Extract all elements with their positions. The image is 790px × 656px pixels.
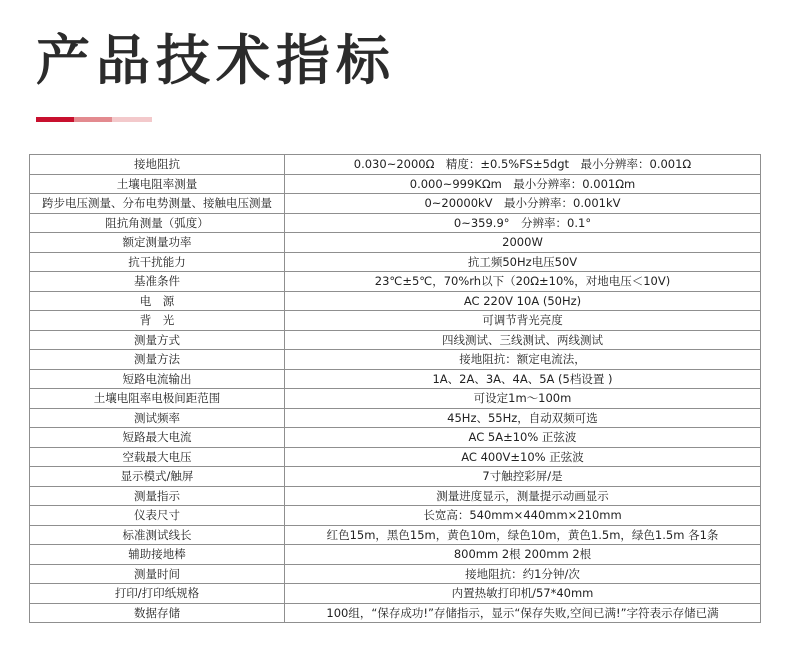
spec-label: 短路电流输出 xyxy=(30,369,285,389)
spec-label: 土壤电阻率测量 xyxy=(30,174,285,194)
spec-label: 跨步电压测量、分布电势测量、接触电压测量 xyxy=(30,194,285,214)
spec-label: 仪表尺寸 xyxy=(30,506,285,526)
spec-value: 100组，“保存成功!”存储指示，显示“保存失败,空间已满!”字符表示存储已满 xyxy=(285,603,761,623)
spec-label: 显示模式/触屏 xyxy=(30,467,285,487)
spec-value: 红色15m，黑色15m，黄色10m，绿色10m，黄色1.5m，绿色1.5m 各1条 xyxy=(285,525,761,545)
spec-row xyxy=(30,525,761,545)
spec-value: 45Hz、55Hz，自动双频可选 xyxy=(285,408,761,428)
spec-row xyxy=(30,584,761,604)
spec-value: 0.000~999KΩm 最小分辨率：0.001Ωm xyxy=(285,174,761,194)
spec-row xyxy=(30,506,761,526)
spec-label: 测量方式 xyxy=(30,330,285,350)
spec-value: 1A、2A、3A、4A、5A (5档设置 ) xyxy=(285,369,761,389)
spec-value: AC 5A±10% 正弦波 xyxy=(285,428,761,448)
spec-label: 测量时间 xyxy=(30,564,285,584)
spec-label: 阻抗角测量（弧度） xyxy=(30,213,285,233)
spec-row xyxy=(30,545,761,565)
spec-label: 接地阻抗 xyxy=(30,155,285,175)
spec-value: 0.030~2000Ω 精度：±0.5%FS±5dgt 最小分辨率：0.001Ω xyxy=(285,155,761,175)
spec-value: 长宽高：540mm×440mm×210mm xyxy=(285,506,761,526)
spec-value: AC 400V±10% 正弦波 xyxy=(285,447,761,467)
spec-label: 基准条件 xyxy=(30,272,285,292)
spec-row xyxy=(30,155,761,175)
page-title: 产品技术指标 xyxy=(36,29,396,92)
spec-row xyxy=(30,486,761,506)
spec-label: 额定测量功率 xyxy=(30,233,285,253)
spec-label: 短路最大电流 xyxy=(30,428,285,448)
spec-label: 测量指示 xyxy=(30,486,285,506)
spec-row xyxy=(30,408,761,428)
spec-value: 测量进度显示，测量提示动画显示 xyxy=(285,486,761,506)
spec-label: 测试频率 xyxy=(30,408,285,428)
spec-row xyxy=(30,389,761,409)
spec-row xyxy=(30,194,761,214)
spec-table-body xyxy=(30,155,761,623)
spec-row xyxy=(30,213,761,233)
spec-value: 2000W xyxy=(285,233,761,253)
spec-label: 背 光 xyxy=(30,311,285,331)
spec-label: 打印/打印纸规格 xyxy=(30,584,285,604)
spec-row xyxy=(30,252,761,272)
spec-value: 800mm 2根 200mm 2根 xyxy=(285,545,761,565)
spec-row xyxy=(30,428,761,448)
spec-row xyxy=(30,291,761,311)
spec-value: 7寸触控彩屏/是 xyxy=(285,467,761,487)
spec-value: 23℃±5℃，70%rh以下（20Ω±10%，对地电压＜10V) xyxy=(285,272,761,292)
title-accent-bar xyxy=(74,117,112,122)
spec-value: 内置热敏打印机/57*40mm xyxy=(285,584,761,604)
spec-label: 电 源 xyxy=(30,291,285,311)
spec-value: 接地阻抗：额定电流法， xyxy=(285,350,761,370)
spec-value: AC 220V 10A (50Hz) xyxy=(285,291,761,311)
spec-label: 标准测试线长 xyxy=(30,525,285,545)
spec-row xyxy=(30,174,761,194)
spec-row xyxy=(30,233,761,253)
spec-row xyxy=(30,564,761,584)
spec-value: 可调节背光亮度 xyxy=(285,311,761,331)
spec-value: 可设定1m～100m xyxy=(285,389,761,409)
spec-label: 空载最大电压 xyxy=(30,447,285,467)
title-accent-bar xyxy=(112,117,152,122)
spec-row xyxy=(30,272,761,292)
spec-value: 接地阻抗：约1分钟/次 xyxy=(285,564,761,584)
spec-row xyxy=(30,369,761,389)
spec-row xyxy=(30,447,761,467)
spec-row xyxy=(30,311,761,331)
spec-value: 0~20000kV 最小分辨率：0.001kV xyxy=(285,194,761,214)
spec-table xyxy=(29,154,761,623)
spec-row xyxy=(30,603,761,623)
spec-value: 抗工频50Hz电压50V xyxy=(285,252,761,272)
spec-value: 0~359.9° 分辨率：0.1° xyxy=(285,213,761,233)
spec-label: 土壤电阻率电极间距范围 xyxy=(30,389,285,409)
spec-label: 数据存储 xyxy=(30,603,285,623)
spec-label: 辅助接地棒 xyxy=(30,545,285,565)
spec-row xyxy=(30,350,761,370)
spec-row xyxy=(30,330,761,350)
spec-row xyxy=(30,467,761,487)
title-accent-bar xyxy=(36,117,74,122)
spec-label: 抗干扰能力 xyxy=(30,252,285,272)
spec-label: 测量方法 xyxy=(30,350,285,370)
spec-value: 四线测试、三线测试、两线测试 xyxy=(285,330,761,350)
